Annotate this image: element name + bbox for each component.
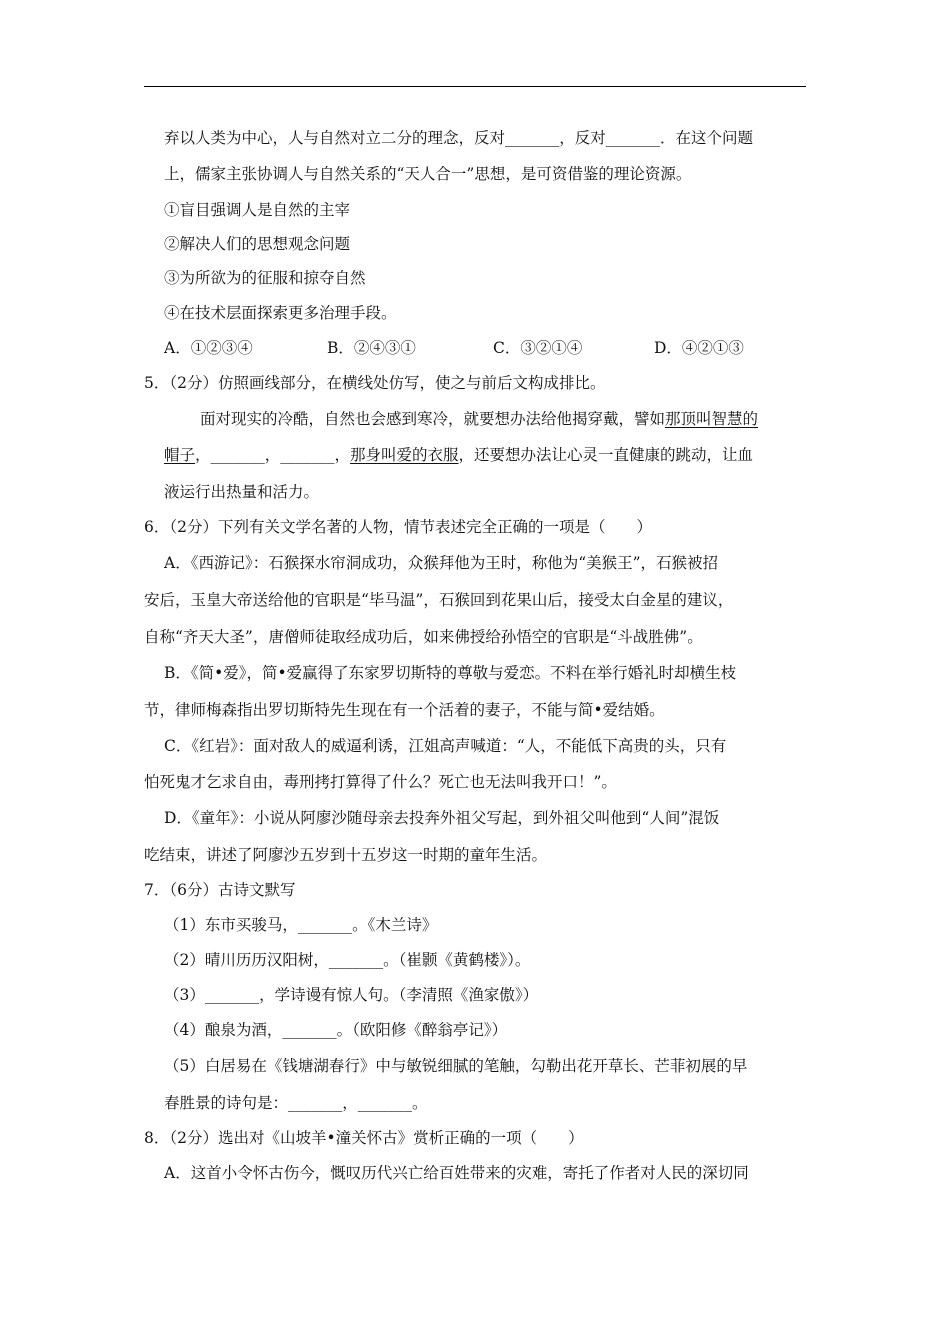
- q6-stem: 6．（2分）下列有关文学名著的人物，情节表述完全正确的一项是（ ）: [144, 518, 652, 536]
- q5-passage-line-3: 液运行出热量和活力。: [164, 483, 320, 501]
- q6-line-8: D．《童年》：小说从阿廖沙随母亲去投奔外祖父写起，到外祖父叫他到“人间”混饭: [164, 809, 720, 827]
- q4-line-1: 弃以人类为中心，人与自然对立二分的理念，反对_______，反对_______．在这个问题: [164, 129, 754, 147]
- q4-item-1: ①盲目强调人是自然的主宰: [164, 201, 351, 219]
- q7-item-5: （5）白居易在《钱塘湖春行》中与敏锐细腻的笔触，勾勒出花开草长、芒菲初展的早: [164, 1057, 748, 1075]
- q5-stem: 5．（2分）仿照画线部分，在横线处仿写，使之与前后文构成排比。: [144, 374, 606, 392]
- q7-item-5-cont: 春胜景的诗句是：_______，_______。: [164, 1094, 428, 1112]
- q6-line-2: 安后，玉皇大帝送给他的官职是“毕马温”，石猴回到花果山后，接受太白金星的建议，: [144, 591, 734, 609]
- q7-item-3: （3）_______，学诗谩有惊人句。（李清照《渔家傲》）: [164, 986, 539, 1004]
- q4-option-c: C．③②①④: [493, 339, 583, 357]
- q6-line-4: B．《简•爱》，简•爱赢得了东家罗切斯特的尊敬与爱恋。不料在举行婚礼时却横生枝: [164, 664, 737, 682]
- q6-line-6: C．《红岩》：面对敌人的威逼利诱，江姐高声喊道：“人，不能低下高贵的头，只有: [164, 737, 727, 755]
- q4-item-2: ②解决人们的思想观念问题: [164, 235, 351, 253]
- q6-line-3: 自称“齐天大圣”，唐僧师徒取经成功后，如来佛授给孙悟空的官职是“斗战胜佛”。: [144, 628, 703, 646]
- q7-stem: 7．（6分）古诗文默写: [144, 881, 296, 899]
- q5-underlined-text: 帽子: [164, 446, 196, 464]
- q6-line-1: A．《西游记》：石猴探水帘洞成功，众猴拜他为王时，称他为“美猴王”，石猴被招: [164, 554, 719, 572]
- q6-line-9: 吃结束，讲述了阿廖沙五岁到十五岁这一时期的童年生活。: [144, 846, 548, 864]
- q5-text: ，还要想办法让心灵一直健康的跳动，让血: [458, 446, 754, 464]
- q4-item-4: ④在技术层面探索更多治理手段。: [164, 304, 397, 322]
- q5-passage-line-1: [200, 409, 758, 429]
- q4-item-3: ③为所欲为的征服和掠夺自然: [164, 269, 366, 287]
- q8-stem: 8．（2分）选出对《山坡羊•潼关怀古》赏析正确的一项（ ）: [144, 1129, 584, 1147]
- q6-line-7: 怕死鬼才乞求自由，毒刑拷打算得了什么？死亡也无法叫我开口！”。: [144, 773, 617, 791]
- q7-item-1: （1）东市买骏马，_______。《木兰诗》: [164, 916, 438, 934]
- q8-option-a: A．这首小令怀古伤今，慨叹历代兴亡给百姓带来的灾难，寄托了作者对人民的深切同: [164, 1164, 749, 1182]
- q5-passage-line-2: [164, 445, 753, 465]
- q6-line-5: 节，律师梅森指出罗切斯特先生现在有一个活着的妻子，不能与简•爱结婚。: [144, 701, 665, 719]
- q5-text: 面对现实的冷酷，自然也会感到寒冷，就要想办法给他揭穿戴，譬如: [200, 410, 666, 428]
- q4-option-d: D．④②①③: [654, 339, 744, 357]
- q7-item-4: （4）酿泉为酒，_______。（欧阳修《醉翁亭记》）: [164, 1021, 508, 1039]
- q4-line-2: 上，儒家主张协调人与自然关系的“天人合一”思想，是可资借鉴的理论资源。: [164, 165, 692, 183]
- q5-blanks: ，_______，_______，: [195, 446, 351, 464]
- q4-option-a: A．①②③④: [164, 339, 253, 357]
- q7-item-2: （2）晴川历历汉阳树，_______。（崔颢《黄鹤楼》）。: [164, 951, 531, 969]
- q5-underlined-text: 那身叫爱的衣服: [350, 446, 459, 464]
- q4-option-b: B．②④③①: [327, 339, 416, 357]
- q5-underlined-text: 那顶叫智慧的: [665, 410, 759, 428]
- header-rule: [144, 86, 806, 87]
